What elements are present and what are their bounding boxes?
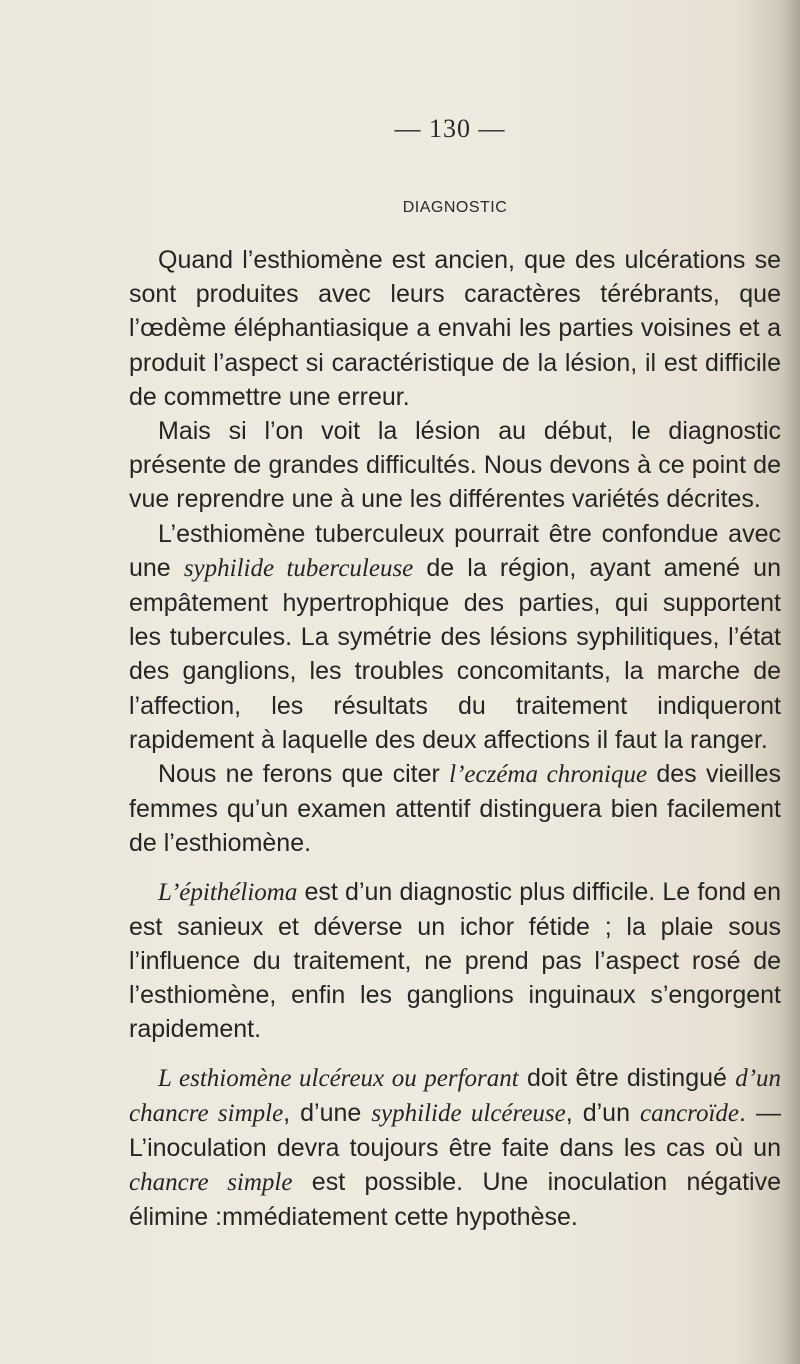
italic-text: chancre simple: [129, 1169, 293, 1197]
text-run: est d’un diagnostic plus difficile. Le fond en est sanieux et déverse un ichor fétide ; la plaie sous l’influence du traitement, ne prend pas l’aspect rosé de l’esthiomène, enfin les ganglions inguinaux s’engorgent rapidement.: [129, 877, 781, 1044]
paragraph: [129, 243, 781, 414]
italic-text: syphilide tuberculeuse: [183, 554, 414, 582]
italic-text: syphilide ulcéreuse: [371, 1099, 566, 1127]
italic-text: d’un chancre simple: [129, 1064, 782, 1127]
paragraph: [129, 1061, 781, 1235]
page-number: — 130 —: [394, 114, 506, 143]
paragraph: [129, 757, 781, 861]
text-run: des vieilles femmes qu’un examen attentif distinguera bien facilement de l’esthiomène.: [129, 760, 781, 858]
text-run: , d’un: [565, 1098, 640, 1127]
text-run: est possible. Une inoculation négative élimine :mmédiatement cette hypothèse.: [129, 1168, 781, 1232]
paragraph: [129, 414, 781, 517]
text-run: , d’une: [283, 1098, 372, 1127]
italic-text: L’épithélioma: [158, 878, 298, 906]
section-heading: DIAGNOSTIC: [402, 199, 508, 216]
text-run: Nous ne ferons que citer: [158, 760, 450, 789]
italic-text: L esthiomène ulcéreux ou perforant: [158, 1064, 519, 1092]
italic-text: l’eczéma chronique: [449, 761, 648, 789]
text-run: de la région, ayant amené un empâtement hypertrophique des parties, qui supportent les tubercules. La symétrie des lésions syphilitiques, l’état des ganglions, les troubles concomitants, la marche de l’affection, les résultats du traitement indiqueront rapidement à laquelle des deux affections il faut la ranger.: [129, 553, 781, 754]
italic-text: cancroïde: [639, 1099, 740, 1127]
paragraph: [129, 875, 781, 1047]
paragraph: [129, 517, 781, 757]
text-run: L’esthiomène tuberculeux pourrait être confondue avec une: [129, 519, 781, 582]
text-run: . — L’inoculation devra toujours être faite dans les cas où un: [129, 1098, 781, 1163]
text-run: Quand l’esthiomène est ancien, que des ulcérations se sont produites avec leurs caractères térébrants, que l’œdème éléphantiasique a envahi les parties voisines et a produit l’aspect si caractéristique de la lésion, il est difficile de commettre une erreur.: [129, 246, 781, 411]
body-text: [129, 243, 781, 1235]
text-run: Mais si l’on voit la lésion au début, le diagnostic présente de grandes difficultés. Nous devons à ce point de vue reprendre une à une les différentes variétés décrites.: [129, 417, 781, 514]
text-run: doit être distingué: [518, 1063, 736, 1092]
